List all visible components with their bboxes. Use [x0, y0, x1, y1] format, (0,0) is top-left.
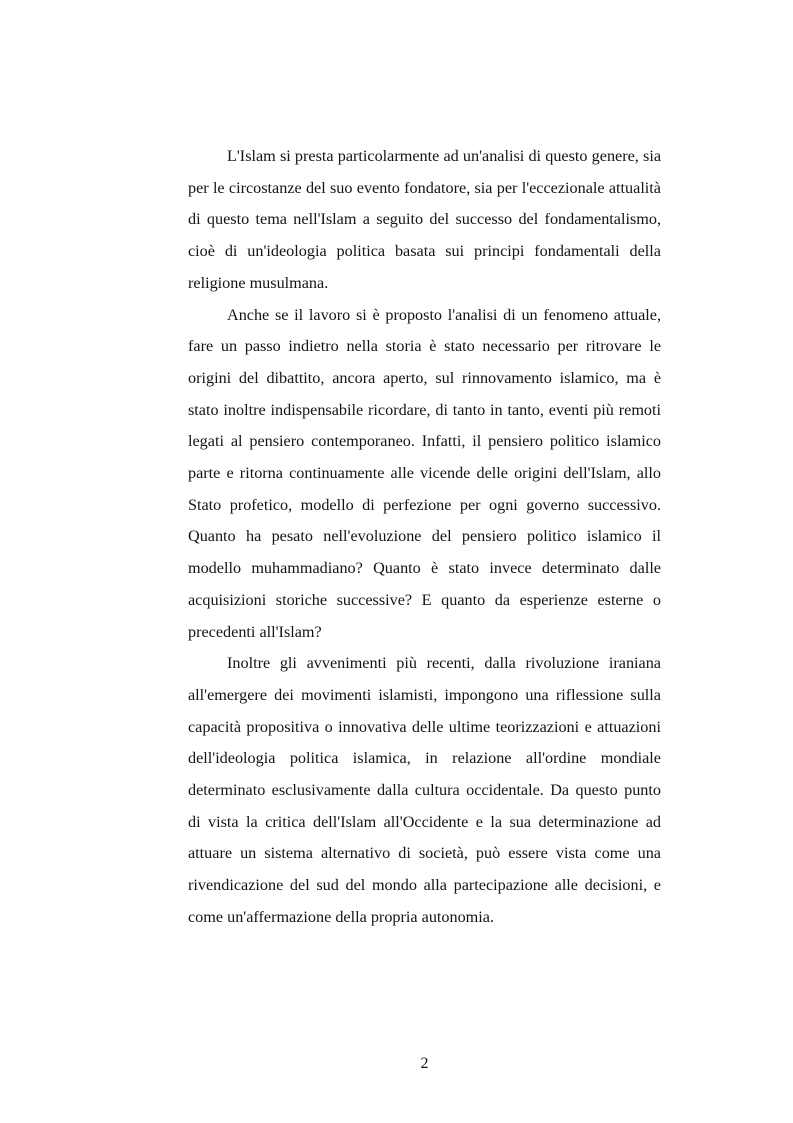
body-text: [188, 141, 661, 934]
paragraph-1: L'Islam si presta particolarmente ad un'analisi di questo genere, sia per le circostanze del suo evento fondatore, sia per l'eccezionale attualità di questo tema nell'Islam a seguito del successo del fondamentalismo, cioè di un'ideologia politica basata sui principi fondamentali della religione musulmana.: [188, 147, 661, 292]
paragraph-2: Anche se il lavoro si è proposto l'analisi di un fenomeno attuale, fare un passo indietro nella storia è stato necessario per ritrovare le origini del dibattito, ancora aperto, sul rinnovamento islamico, ma è stato inoltre indispensabile ricordare, di tanto in tanto, eventi più remoti legati al pensiero contemporaneo. Infatti, il pensiero politico islamico parte e ritorna continuamente alle vicende delle origini dell'Islam, allo Stato profetico, modello di perfezione per ogni governo successivo. Quanto ha pesato nell'evoluzione del pensiero politico islamico il modello muhammadiano? Quanto è stato invece determinato dalle acquisizioni storiche successive? E quanto da esperienze esterne o precedenti all'Islam?: [188, 305, 661, 641]
page-number: 2: [420, 1055, 429, 1072]
paragraph-3: Inoltre gli avvenimenti più recenti, dalla rivoluzione iraniana all'emergere dei movimenti islamisti, impongono una riflessione sulla capacità propositiva o innovativa delle ultime teorizzazioni e attuazioni dell'ideologia politica islamica, in relazione all'ordine mondiale determinato esclusivamente dalla cultura occidentale. Da questo punto di vista la critica dell'Islam all'Occidente e la sua determinazione ad attuare un sistema alternativo di società, può essere vista come una rivendicazione del sud del mondo alla partecipazione alle decisioni, e come un'affermazione della propria autonomia.: [188, 654, 661, 926]
